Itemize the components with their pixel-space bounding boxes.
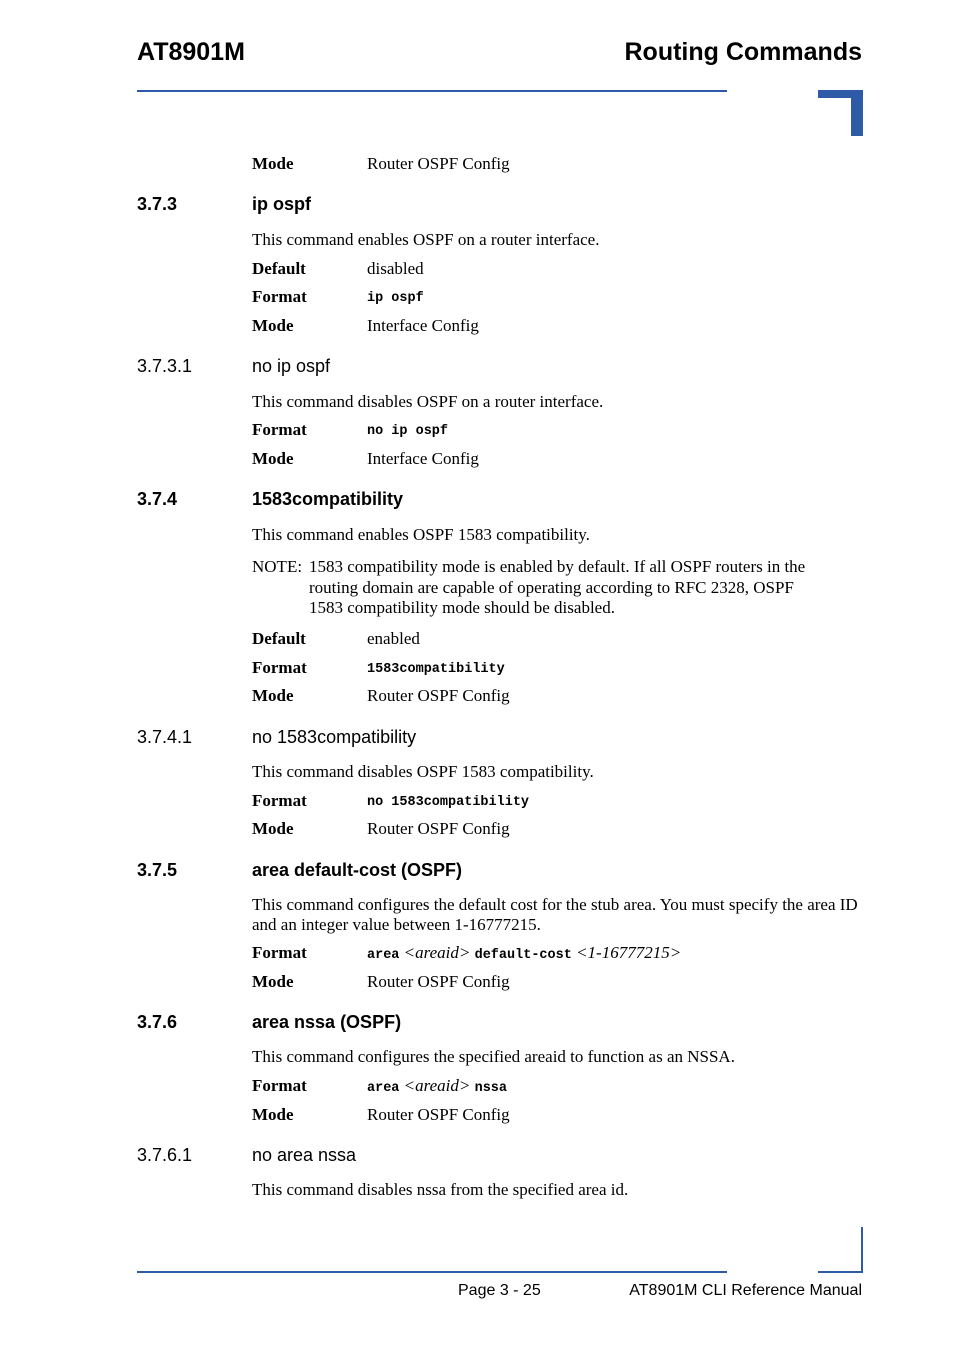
- mode-label: Mode: [252, 154, 294, 173]
- default-label: Default: [252, 629, 306, 648]
- subsection-title: no area nssa: [252, 1145, 357, 1165]
- mode-value: Interface Config: [367, 316, 479, 335]
- section-description: This command enables OSPF 1583 compatibility.: [252, 525, 590, 544]
- mode-value: Interface Config: [367, 449, 479, 468]
- format-value: [367, 943, 681, 963]
- section-number: 3.7.5: [137, 860, 178, 880]
- mode-value: Router OSPF Config: [367, 819, 510, 838]
- format-argument: <areaid>: [403, 943, 471, 962]
- format-value: ip ospf: [367, 291, 424, 306]
- subsection-title: no 1583compatibility: [252, 727, 417, 747]
- note-prefix: NOTE:: [252, 557, 303, 576]
- format-argument: <1-16777215>: [576, 943, 682, 962]
- subsection-number: 3.7.3.1: [137, 356, 193, 376]
- section-description: This command configures the specified areaid to function as an NSSA.: [252, 1047, 735, 1066]
- format-value: [367, 1076, 507, 1096]
- section-number: 3.7.3: [137, 194, 178, 214]
- format-value: no 1583compatibility: [367, 795, 530, 810]
- format-command: nssa: [474, 1081, 508, 1096]
- default-value: enabled: [367, 629, 420, 648]
- section-description: This command disables nssa from the specified area id.: [252, 1180, 629, 1199]
- mode-value: Router OSPF Config: [367, 686, 510, 705]
- format-label: Format: [252, 791, 307, 810]
- section-title: ip ospf: [252, 194, 311, 214]
- mode-label: Mode: [252, 1105, 294, 1124]
- format-label: Format: [252, 1076, 307, 1095]
- mode-label: Mode: [252, 972, 294, 991]
- mode-label: Mode: [252, 316, 294, 335]
- mode-label: Mode: [252, 686, 294, 705]
- section-number: 3.7.6: [137, 1012, 178, 1032]
- header-doc-title: AT8901M: [137, 38, 245, 66]
- format-value: 1583compatibility: [367, 662, 505, 677]
- format-command: area: [367, 948, 400, 963]
- corner-mark-bottom-base: [818, 1271, 863, 1273]
- mode-label: Mode: [252, 449, 294, 468]
- format-label: Format: [252, 420, 307, 439]
- mode-value: Router OSPF Config: [367, 1105, 510, 1124]
- mode-label: Mode: [252, 819, 294, 838]
- section-description: This command configures the default cost for the stub area. You must specify the area ID and an integer value between 1-16777215.: [252, 895, 858, 934]
- format-label: Format: [252, 943, 307, 962]
- default-label: Default: [252, 259, 306, 278]
- mode-value: Router OSPF Config: [367, 154, 510, 173]
- format-value: no ip ospf: [367, 424, 449, 439]
- section-number: 3.7.4: [137, 489, 178, 509]
- default-value: disabled: [367, 259, 424, 278]
- subsection-title: no ip ospf: [252, 356, 331, 376]
- section-description: This command disables OSPF 1583 compatibility.: [252, 762, 594, 781]
- subsection-number: 3.7.4.1: [137, 727, 193, 747]
- page-number: Page 3 - 25: [458, 1282, 541, 1299]
- corner-mark-bottom: [861, 1227, 863, 1273]
- header-rule: [137, 90, 727, 92]
- subsection-number: 3.7.6.1: [137, 1145, 193, 1165]
- section-title: 1583compatibility: [252, 489, 404, 509]
- header-chapter-title: Routing Commands: [624, 38, 862, 66]
- format-command: default-cost: [474, 948, 572, 963]
- footer-rule: [137, 1271, 727, 1273]
- section-description: This command disables OSPF on a router interface.: [252, 392, 604, 411]
- format-label: Format: [252, 658, 307, 677]
- note-text: 1583 compatibility mode is enabled by default. If all OSPF routers in the routing domain are capable of operating according to RFC 2328, OSPF 1583 compatibility mode should be disabled.: [309, 557, 806, 617]
- format-command: area: [367, 1081, 400, 1096]
- manual-title: AT8901M CLI Reference Manual: [629, 1282, 862, 1299]
- corner-mark-top-side: [851, 90, 863, 136]
- format-label: Format: [252, 287, 307, 306]
- section-title: area default-cost (OSPF): [252, 860, 463, 880]
- mode-value: Router OSPF Config: [367, 972, 510, 991]
- section-description: This command enables OSPF on a router interface.: [252, 230, 600, 249]
- section-title: area nssa (OSPF): [252, 1012, 402, 1032]
- format-argument: <areaid>: [403, 1076, 471, 1095]
